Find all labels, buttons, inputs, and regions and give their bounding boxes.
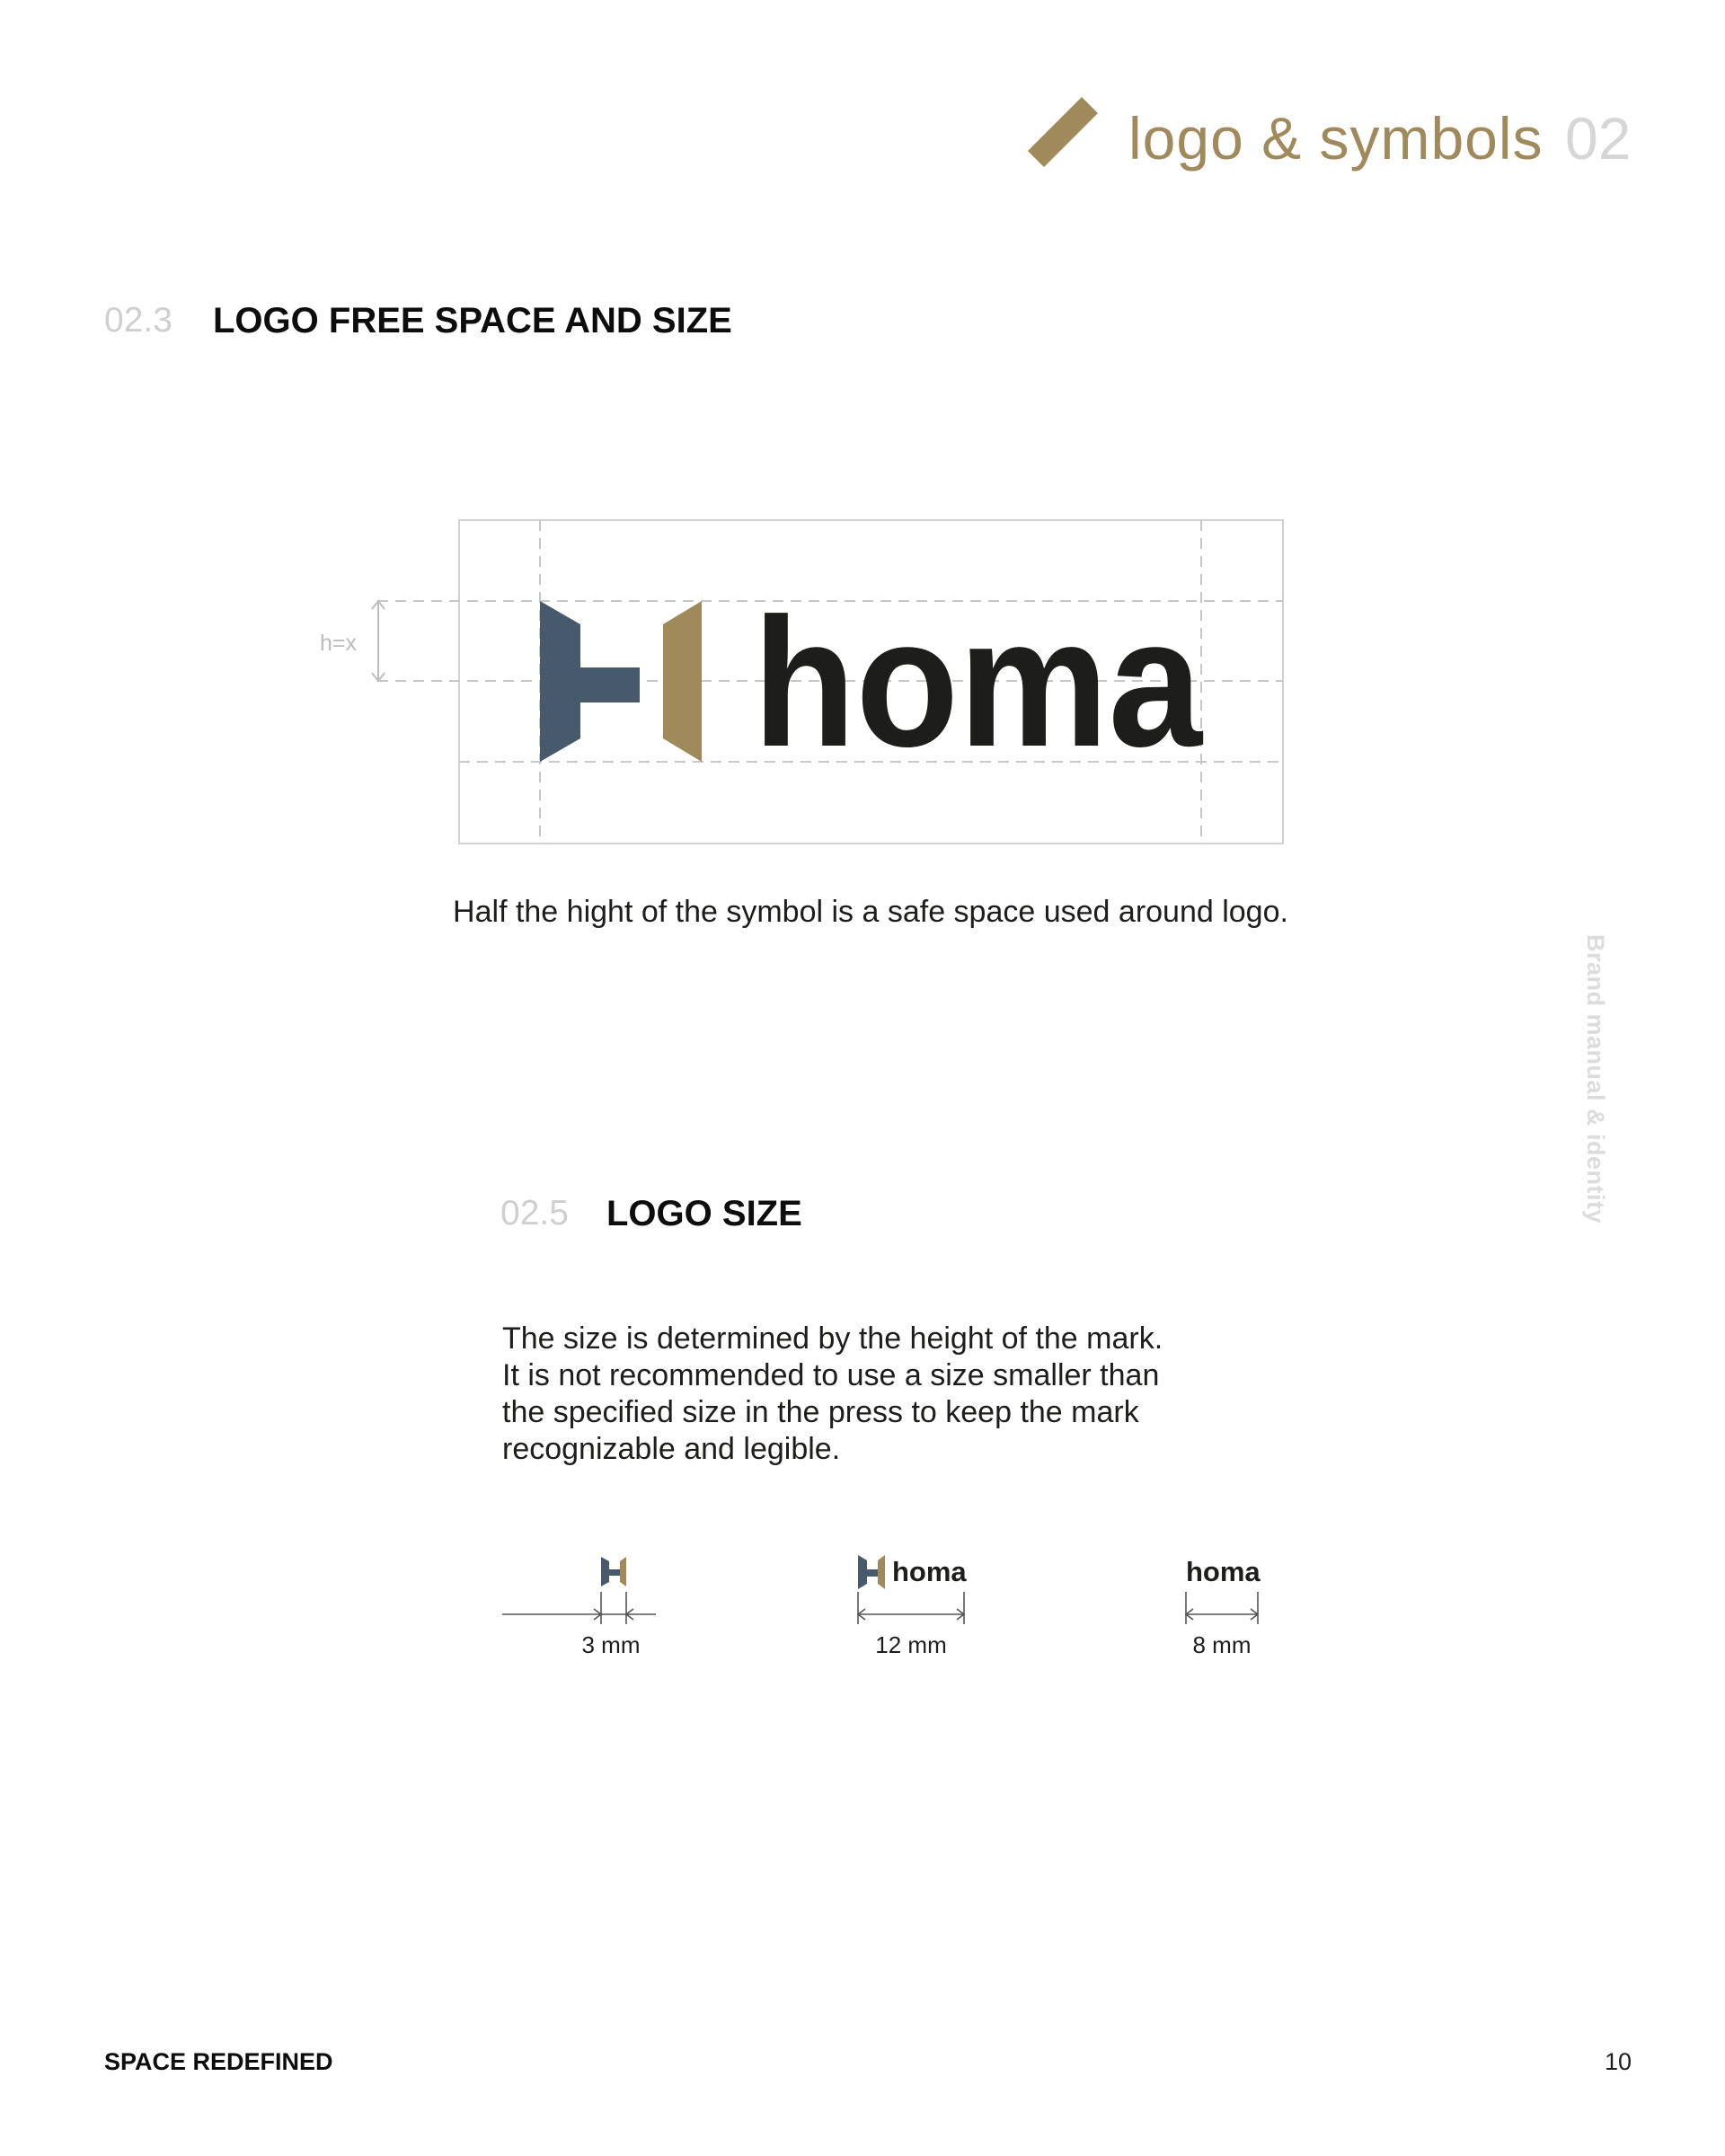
homa-wordmark: homa [1186, 1556, 1261, 1587]
symbol-3mm [601, 1557, 626, 1586]
homa-wordmark: homa [753, 580, 1204, 785]
paragraph-line: the specified size in the press to keep the mark [502, 1395, 1139, 1429]
dimension-label: 3 mm [581, 1631, 641, 1658]
sidebar-text: Brand manual & identity [1582, 934, 1609, 1224]
height-label: h=x [320, 631, 358, 656]
paragraph-line: The size is determined by the height of the mark. [502, 1321, 1163, 1356]
sidebar-label [1581, 934, 1624, 1222]
page-number: 10 [1605, 2048, 1632, 2075]
section-title: LOGO FREE SPACE AND SIZE [213, 301, 732, 340]
footer-tagline: SPACE REDEFINED [104, 2048, 333, 2075]
logo-size-paragraph [502, 1321, 1239, 1468]
dimension-label: 12 mm [875, 1631, 947, 1658]
slash-icon [1026, 95, 1098, 167]
dimension-label: 8 mm [1192, 1631, 1252, 1658]
paragraph-line: It is not recommended to use a size smaller than [502, 1358, 1160, 1392]
section-number: 02.5 [500, 1194, 569, 1233]
free-space-diagram [0, 503, 1725, 862]
symbol-blue-shape [540, 601, 640, 762]
paragraph-line: recognizable and legible. [502, 1432, 841, 1466]
height-marker [372, 601, 385, 681]
logo-size-examples [0, 1527, 1725, 1671]
section-title: LOGO SIZE [606, 1194, 802, 1233]
chapter-number: 02 [1565, 105, 1632, 172]
homa-wordmark: homa [892, 1556, 967, 1587]
chapter-title: logo & symbols [1128, 105, 1544, 172]
section-number: 02.3 [104, 301, 172, 340]
symbol-gold-shape [663, 601, 702, 762]
free-space-caption: Half the hight of the symbol is a safe space used around logo. [453, 895, 1288, 929]
logo-12mm [858, 1555, 885, 1589]
